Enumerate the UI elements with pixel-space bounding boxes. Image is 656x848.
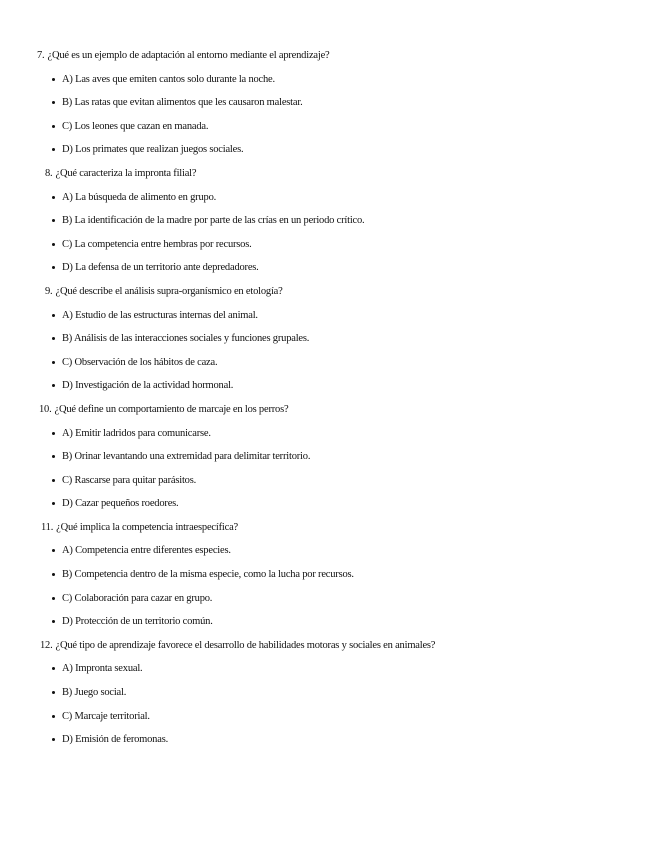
bullet-icon	[52, 715, 55, 718]
option-text: C) Marcaje territorial.	[62, 710, 150, 722]
bullet-icon	[52, 573, 55, 576]
option-text: C) Observación de los hábitos de caza.	[62, 356, 218, 368]
bullet-icon	[52, 597, 55, 600]
option-text: C) La competencia entre hembras por recursos.	[62, 238, 252, 250]
question-9	[0, 280, 656, 398]
option-text: D) La defensa de un territorio ante depredadores.	[62, 262, 259, 274]
option-text: B) Orinar levantando una extremidad para delimitar territorio.	[62, 451, 311, 463]
question-number: 9.	[45, 285, 53, 297]
option-c	[0, 115, 656, 139]
bullet-icon	[52, 78, 55, 81]
option-text: B) La identificación de la madre por parte de las crías en un periodo crítico.	[62, 215, 365, 227]
option-d	[0, 256, 656, 280]
question-text	[0, 44, 656, 68]
option-b	[0, 91, 656, 115]
option-list	[0, 186, 656, 280]
bullet-icon	[52, 620, 55, 623]
option-text: B) Competencia dentro de la misma especie, como la lucha por recursos.	[62, 569, 354, 581]
option-list	[0, 304, 656, 398]
question-number: 7.	[37, 50, 45, 61]
bullet-icon	[52, 667, 55, 670]
option-text: A) Impronta sexual.	[62, 663, 143, 675]
question-number: 10.	[39, 403, 52, 415]
option-a	[0, 68, 656, 92]
option-text: B) Análisis de las interacciones sociales y funciones grupales.	[62, 333, 310, 345]
question-prompt: ¿Qué caracteriza la impronta filial?	[55, 167, 197, 179]
bullet-icon	[52, 266, 55, 269]
question-11	[0, 516, 656, 634]
bullet-icon	[52, 219, 55, 222]
option-text: D) Emisión de feromonas.	[62, 734, 169, 746]
bullet-icon	[52, 691, 55, 694]
option-a	[0, 186, 656, 210]
bullet-icon	[52, 361, 55, 364]
option-d	[0, 138, 656, 162]
option-list	[0, 422, 656, 516]
option-text: C) Los leones que cazan en manada.	[62, 120, 209, 132]
bullet-icon	[52, 196, 55, 199]
question-prompt: ¿Qué implica la competencia intraespecífica?	[56, 521, 238, 533]
bullet-icon	[52, 479, 55, 482]
option-text: A) Estudio de las estructuras internas del animal.	[62, 309, 258, 321]
option-c	[0, 233, 656, 257]
option-text: A) Las aves que emiten cantos solo durante la noche.	[62, 73, 275, 85]
question-number: 12.	[40, 639, 53, 651]
option-b	[0, 209, 656, 233]
option-c	[0, 587, 656, 611]
option-b	[0, 327, 656, 351]
option-text: D) Los primates que realizan juegos sociales.	[62, 144, 244, 156]
option-text: A) La búsqueda de alimento en grupo.	[62, 191, 217, 203]
option-text: D) Investigación de la actividad hormonal.	[62, 380, 234, 392]
question-7	[0, 44, 656, 162]
bullet-icon	[52, 148, 55, 151]
bullet-icon	[52, 125, 55, 128]
option-c	[0, 705, 656, 729]
bullet-icon	[52, 738, 55, 741]
option-a	[0, 539, 656, 563]
question-12	[0, 634, 656, 752]
option-text: C) Colaboración para cazar en grupo.	[62, 592, 213, 604]
option-list	[0, 68, 656, 162]
option-a	[0, 657, 656, 681]
option-d	[0, 610, 656, 634]
option-text: A) Competencia entre diferentes especies.	[62, 545, 231, 557]
option-a	[0, 304, 656, 328]
option-text: B) Juego social.	[62, 687, 127, 699]
option-text: B) Las ratas que evitan alimentos que les causaron malestar.	[62, 97, 303, 109]
bullet-icon	[52, 432, 55, 435]
option-b	[0, 681, 656, 705]
option-b	[0, 563, 656, 587]
option-text: D) Cazar pequeños roedores.	[62, 498, 179, 510]
question-text	[0, 634, 656, 658]
option-list	[0, 539, 656, 633]
bullet-icon	[52, 337, 55, 340]
question-prompt: ¿Qué es un ejemplo de adaptación al entorno mediante el aprendizaje?	[47, 50, 330, 61]
option-c	[0, 469, 656, 493]
question-prompt: ¿Qué describe el análisis supra-organísmico en etología?	[55, 285, 283, 297]
question-number: 11.	[41, 521, 54, 533]
bullet-icon	[52, 502, 55, 505]
question-prompt: ¿Qué define un comportamiento de marcaje en los perros?	[54, 403, 289, 415]
option-c	[0, 351, 656, 375]
question-text	[0, 398, 656, 422]
option-text: D) Protección de un territorio común.	[62, 616, 213, 628]
document-page	[0, 44, 656, 752]
option-d	[0, 492, 656, 516]
bullet-icon	[52, 314, 55, 317]
bullet-icon	[52, 101, 55, 104]
question-prompt: ¿Qué tipo de aprendizaje favorece el desarrollo de habilidades motoras y sociales en animales?	[55, 639, 436, 651]
question-text	[0, 516, 656, 540]
question-8	[0, 162, 656, 280]
bullet-icon	[52, 243, 55, 246]
option-a	[0, 422, 656, 446]
option-text: C) Rascarse para quitar parásitos.	[62, 474, 197, 486]
option-text: A) Emitir ladridos para comunicarse.	[62, 427, 211, 439]
option-list	[0, 657, 656, 751]
option-d	[0, 728, 656, 752]
question-10	[0, 398, 656, 516]
question-text	[0, 162, 656, 186]
option-d	[0, 374, 656, 398]
question-text	[0, 280, 656, 304]
bullet-icon	[52, 455, 55, 458]
option-b	[0, 445, 656, 469]
bullet-icon	[52, 384, 55, 387]
question-number: 8.	[45, 167, 53, 179]
bullet-icon	[52, 549, 55, 552]
